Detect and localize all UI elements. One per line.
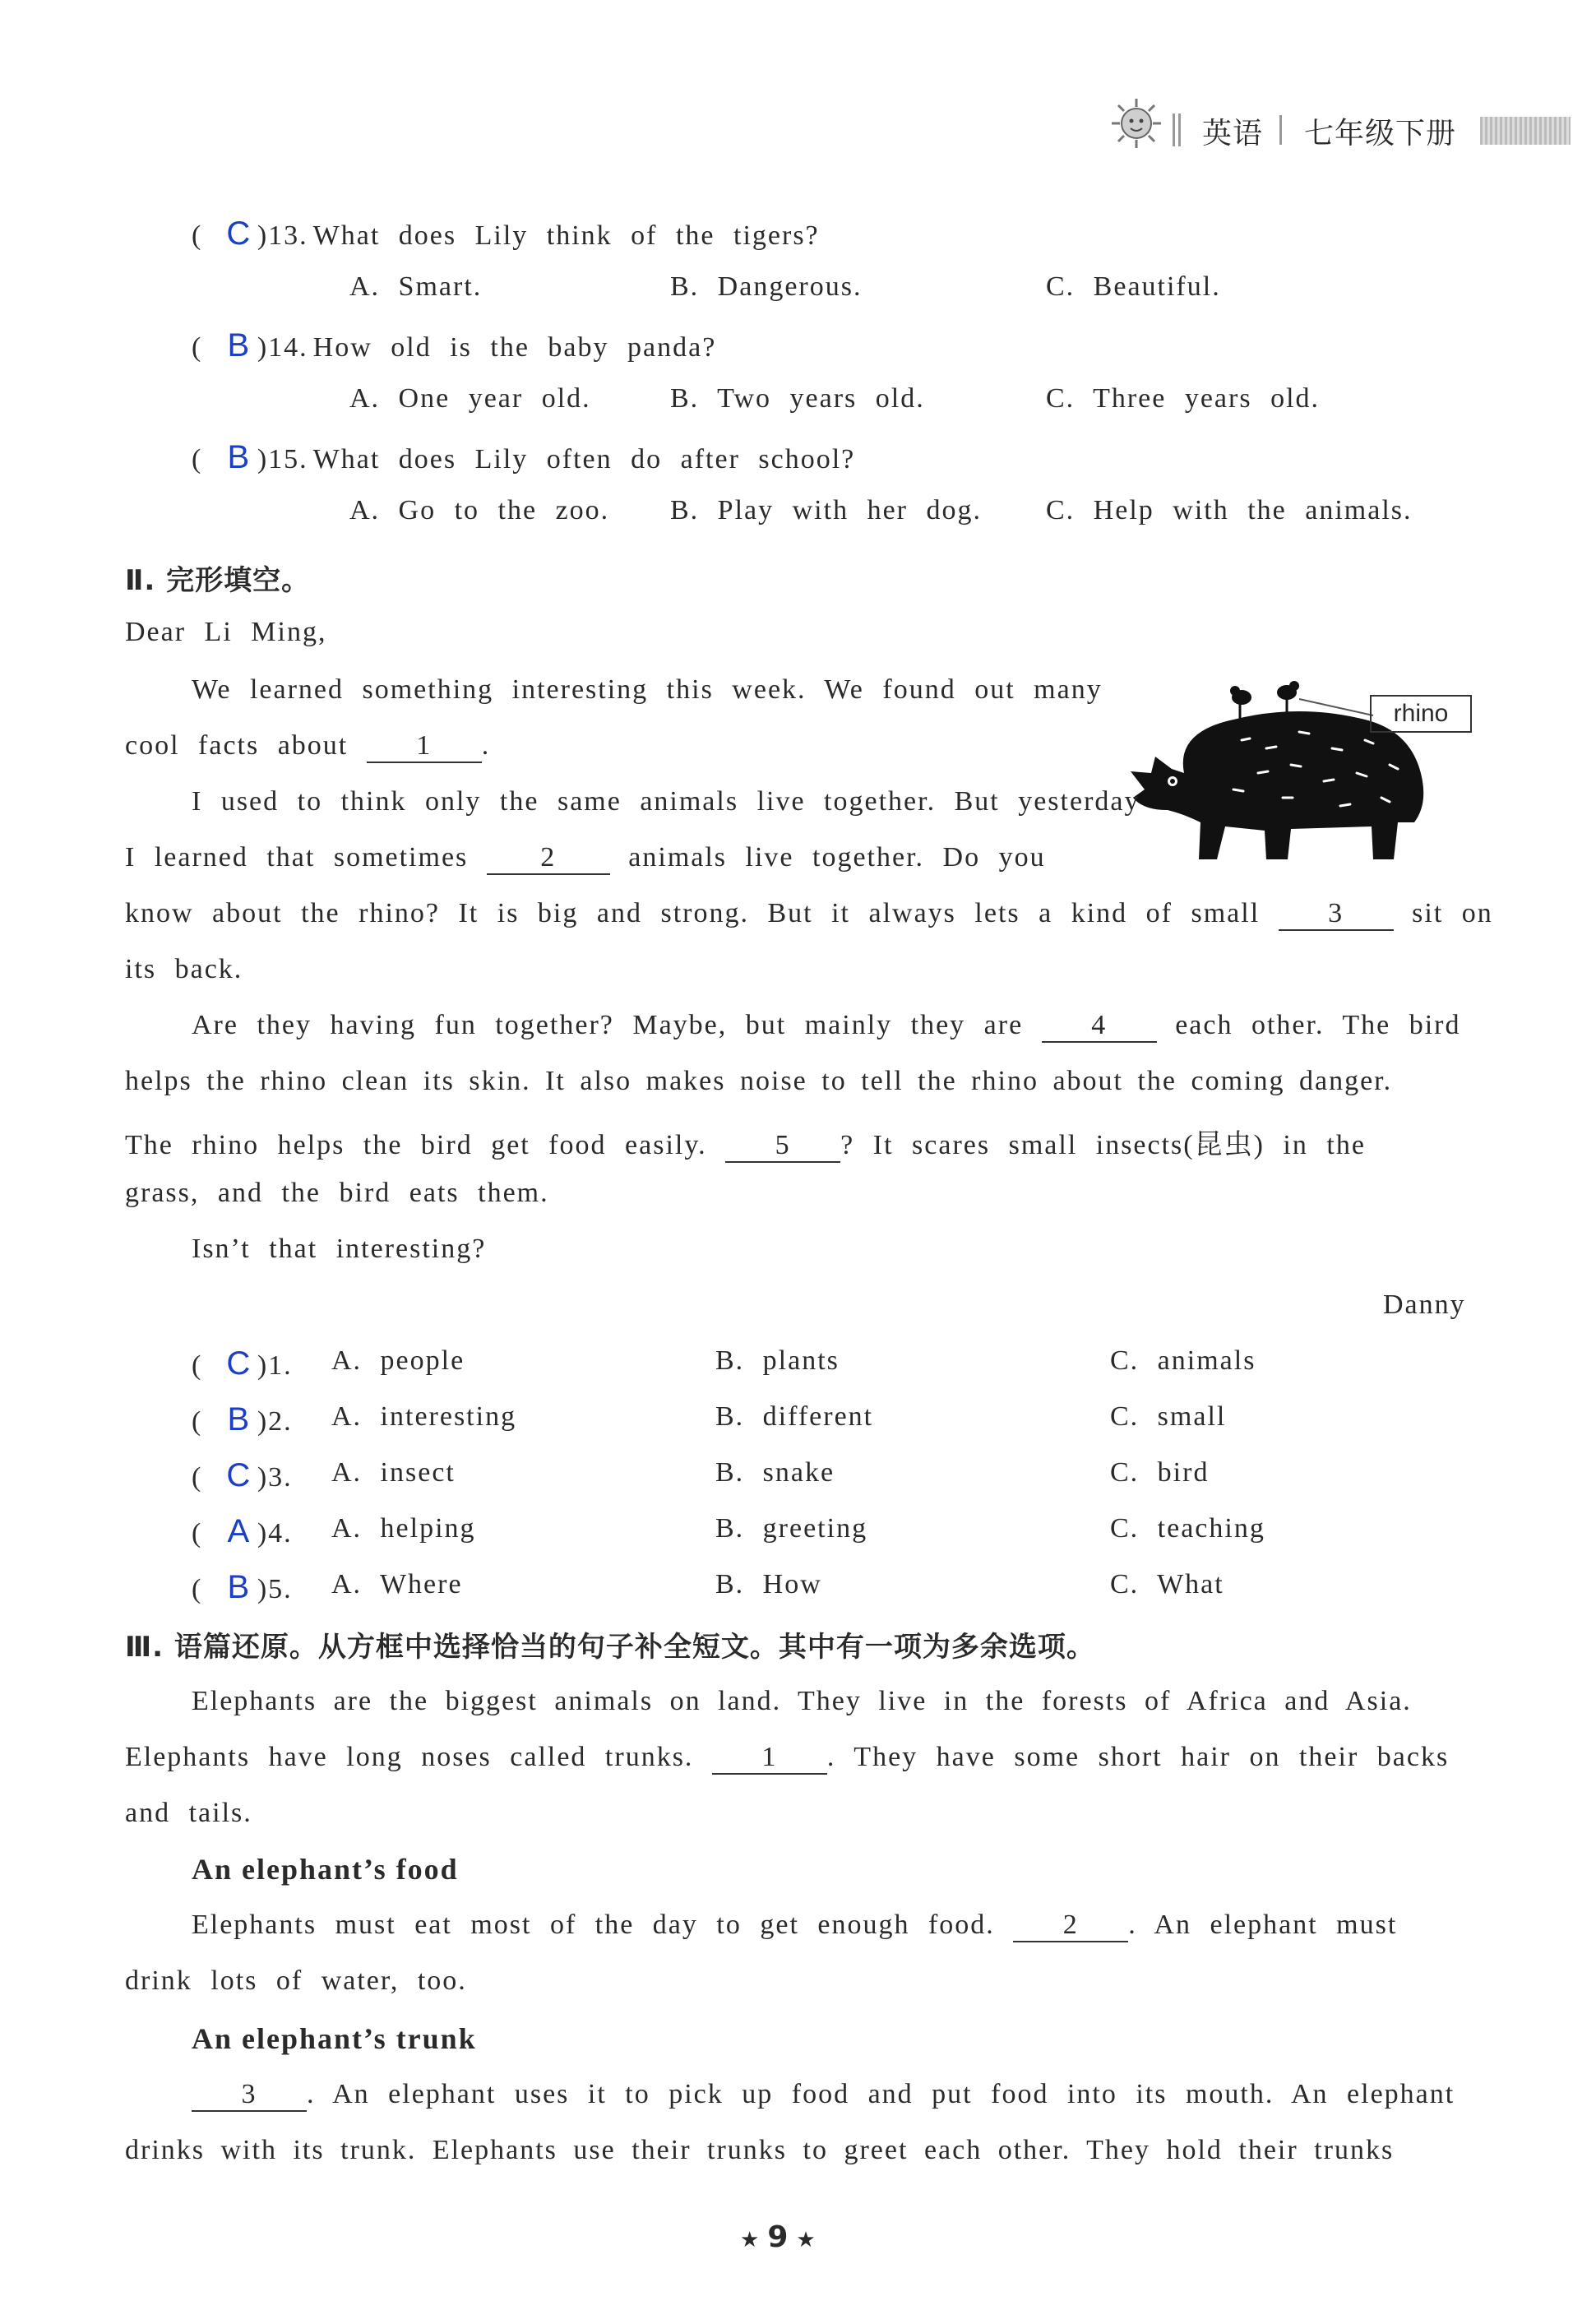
- s3-p1-line1: Elephants are the biggest animals on land. They live in the forests of Africa and Asia.: [192, 1686, 1412, 1716]
- cloze-heading: Ⅱ. 完形填空。: [125, 564, 311, 597]
- answer-bracket: (: [192, 444, 221, 475]
- option: A. people: [331, 1345, 465, 1376]
- answer-letter: A: [227, 1513, 252, 1549]
- header-bar-decoration: [1480, 117, 1571, 145]
- s3-blank-2: 2: [1013, 1910, 1128, 1942]
- option: B. greeting: [715, 1513, 868, 1544]
- cloze-blank-2: 2: [487, 842, 610, 875]
- cloze-p1-line1: We learned something interesting this week. We found out many: [192, 674, 1103, 705]
- question-text: What does Lily think of the tigers?: [312, 220, 820, 251]
- star-icon: ★: [796, 2228, 824, 2252]
- question-number: 3.: [268, 1462, 293, 1493]
- salutation: Dear Li Ming,: [125, 617, 327, 647]
- cloze-blank-5: 5: [725, 1130, 840, 1163]
- option: B. different: [715, 1401, 874, 1432]
- question-row: [192, 439, 855, 476]
- answer-bracket: (: [192, 1350, 221, 1381]
- question-row: [192, 327, 716, 364]
- answer-letter: C: [226, 1345, 252, 1382]
- s3-p1-line3: and tails.: [125, 1798, 252, 1828]
- header-divider: [1279, 115, 1282, 145]
- question-number: 5.: [268, 1574, 293, 1604]
- cloze-question-row: [192, 1513, 293, 1550]
- answer-bracket: (: [192, 220, 221, 251]
- answer-bracket: (: [192, 332, 221, 363]
- answer-letter: C: [226, 1457, 252, 1493]
- cloze-question-row: [192, 1345, 293, 1382]
- s3-p3-line1: 3 . An elephant uses it to pick up food and put food into its mouth. An elephant: [192, 2079, 1455, 2112]
- option: C. Help with the animals.: [1046, 495, 1413, 525]
- question-text: What does Lily often do after school?: [312, 444, 856, 475]
- question-number: 2.: [268, 1406, 293, 1437]
- cloze-question-row: [192, 1457, 293, 1494]
- option: B. plants: [715, 1345, 840, 1376]
- option: C. What: [1110, 1569, 1224, 1599]
- answer-bracket-close: ): [257, 444, 269, 475]
- cloze-p4: Isn’t that interesting?: [192, 1234, 487, 1264]
- option: A. helping: [331, 1513, 476, 1544]
- answer-bracket: (: [192, 1462, 221, 1493]
- page-number: [740, 2220, 824, 2254]
- cloze-p3-line2: helps the rhino clean its skin. It also makes noise to tell the rhino about the coming danger.: [125, 1066, 1393, 1096]
- option: A. interesting: [331, 1401, 517, 1432]
- header-divider: [1173, 113, 1181, 146]
- cloze-p2-line1: I used to think only the same animals live together. But yesterday: [192, 786, 1140, 817]
- option: C. small: [1110, 1401, 1227, 1432]
- answer-letter: B: [227, 327, 252, 363]
- s3-p1-line2: Elephants have long noses called trunks. 1 . They have some short hair on their backs: [125, 1742, 1449, 1775]
- cloze-p3-line4: grass, and the bird eats them.: [125, 1178, 549, 1208]
- cloze-p3-line3: The rhino helps the bird get food easily. 5 ? It scares small insects(昆虫) in the: [125, 1122, 1366, 1163]
- s3-blank-3: 3: [192, 2079, 307, 2112]
- option: C. Beautiful.: [1046, 271, 1221, 302]
- option: A. insect: [331, 1457, 456, 1488]
- s3-blank-1: 1: [712, 1742, 827, 1775]
- question-number: 13.: [268, 220, 308, 251]
- page-number-value: 9: [767, 2220, 797, 2254]
- cloze-question-row: [192, 1569, 293, 1606]
- option: A. Go to the zoo.: [349, 495, 610, 525]
- answer-bracket-close: ): [257, 1462, 269, 1493]
- signature: Danny: [1383, 1289, 1466, 1320]
- answer-bracket: (: [192, 1574, 221, 1604]
- answer-bracket: (: [192, 1518, 221, 1549]
- s3-p2-line2: drink lots of water, too.: [125, 1965, 467, 1996]
- cloze-p2-line2: I learned that sometimes 2 animals live together. Do you: [125, 842, 1046, 875]
- cloze-blank-4: 4: [1042, 1010, 1157, 1043]
- option: A. One year old.: [349, 383, 591, 414]
- option: B. How: [715, 1569, 822, 1599]
- answer-bracket-close: ): [257, 1350, 269, 1381]
- option: C. animals: [1110, 1345, 1256, 1376]
- answer-letter: C: [226, 215, 252, 252]
- answer-letter: B: [227, 439, 252, 475]
- cloze-question-row: [192, 1401, 293, 1438]
- cloze-blank-3: 3: [1279, 898, 1394, 931]
- option: C. Three years old.: [1046, 383, 1321, 414]
- subheading-trunk: An elephant’s trunk: [192, 2022, 477, 2055]
- answer-bracket: (: [192, 1406, 221, 1437]
- option: C. teaching: [1110, 1513, 1265, 1544]
- answer-bracket-close: ): [257, 220, 269, 251]
- answer-bracket-close: ): [257, 1574, 269, 1604]
- question-number: 1.: [268, 1350, 293, 1381]
- answer-bracket-close: ): [257, 1518, 269, 1549]
- cloze-p2-line3: know about the rhino? It is big and strong. But it always lets a kind of small 3 sit on: [125, 898, 1493, 931]
- option: C. bird: [1110, 1457, 1210, 1488]
- subject-label: 英语: [1202, 117, 1264, 150]
- option: B. Dangerous.: [670, 271, 863, 302]
- question-number: 15.: [268, 444, 308, 475]
- option: B. Two years old.: [670, 383, 925, 414]
- option: A. Where: [331, 1569, 463, 1599]
- option: B. snake: [715, 1457, 835, 1488]
- sun-logo-icon: [1110, 97, 1163, 154]
- question-text: How old is the baby panda?: [312, 332, 717, 363]
- answer-letter: B: [227, 1569, 252, 1605]
- question-row: [192, 215, 820, 252]
- answer-bracket-close: ): [257, 332, 269, 363]
- s3-p2-line1: Elephants must eat most of the day to get enough food. 2 . An elephant must: [192, 1910, 1397, 1942]
- question-number: 4.: [268, 1518, 293, 1549]
- option: A. Smart.: [349, 271, 483, 302]
- cloze-p3-line1: Are they having fun together? Maybe, but mainly they are 4 each other. The bird: [192, 1010, 1460, 1043]
- section3-heading: Ⅲ. 语篇还原。从方框中选择恰当的句子补全短文。其中有一项为多余选项。: [125, 1631, 1095, 1664]
- rhino-label-box: rhino: [1370, 695, 1472, 733]
- s3-p3-line2: drinks with its trunk. Elephants use their trunks to greet each other. They hold their trunks: [125, 2135, 1395, 2165]
- cloze-blank-1: 1: [367, 730, 482, 763]
- option: B. Play with her dog.: [670, 495, 982, 525]
- cloze-p2-line4: its back.: [125, 954, 243, 984]
- subheading-food: An elephant’s food: [192, 1853, 459, 1886]
- cloze-p1-line2: cool facts about 1 .: [125, 730, 490, 763]
- answer-letter: B: [227, 1401, 252, 1437]
- grade-label: 七年级下册: [1304, 117, 1457, 150]
- answer-bracket-close: ): [257, 1406, 269, 1437]
- star-icon: ★: [740, 2228, 768, 2252]
- question-number: 14.: [268, 332, 308, 363]
